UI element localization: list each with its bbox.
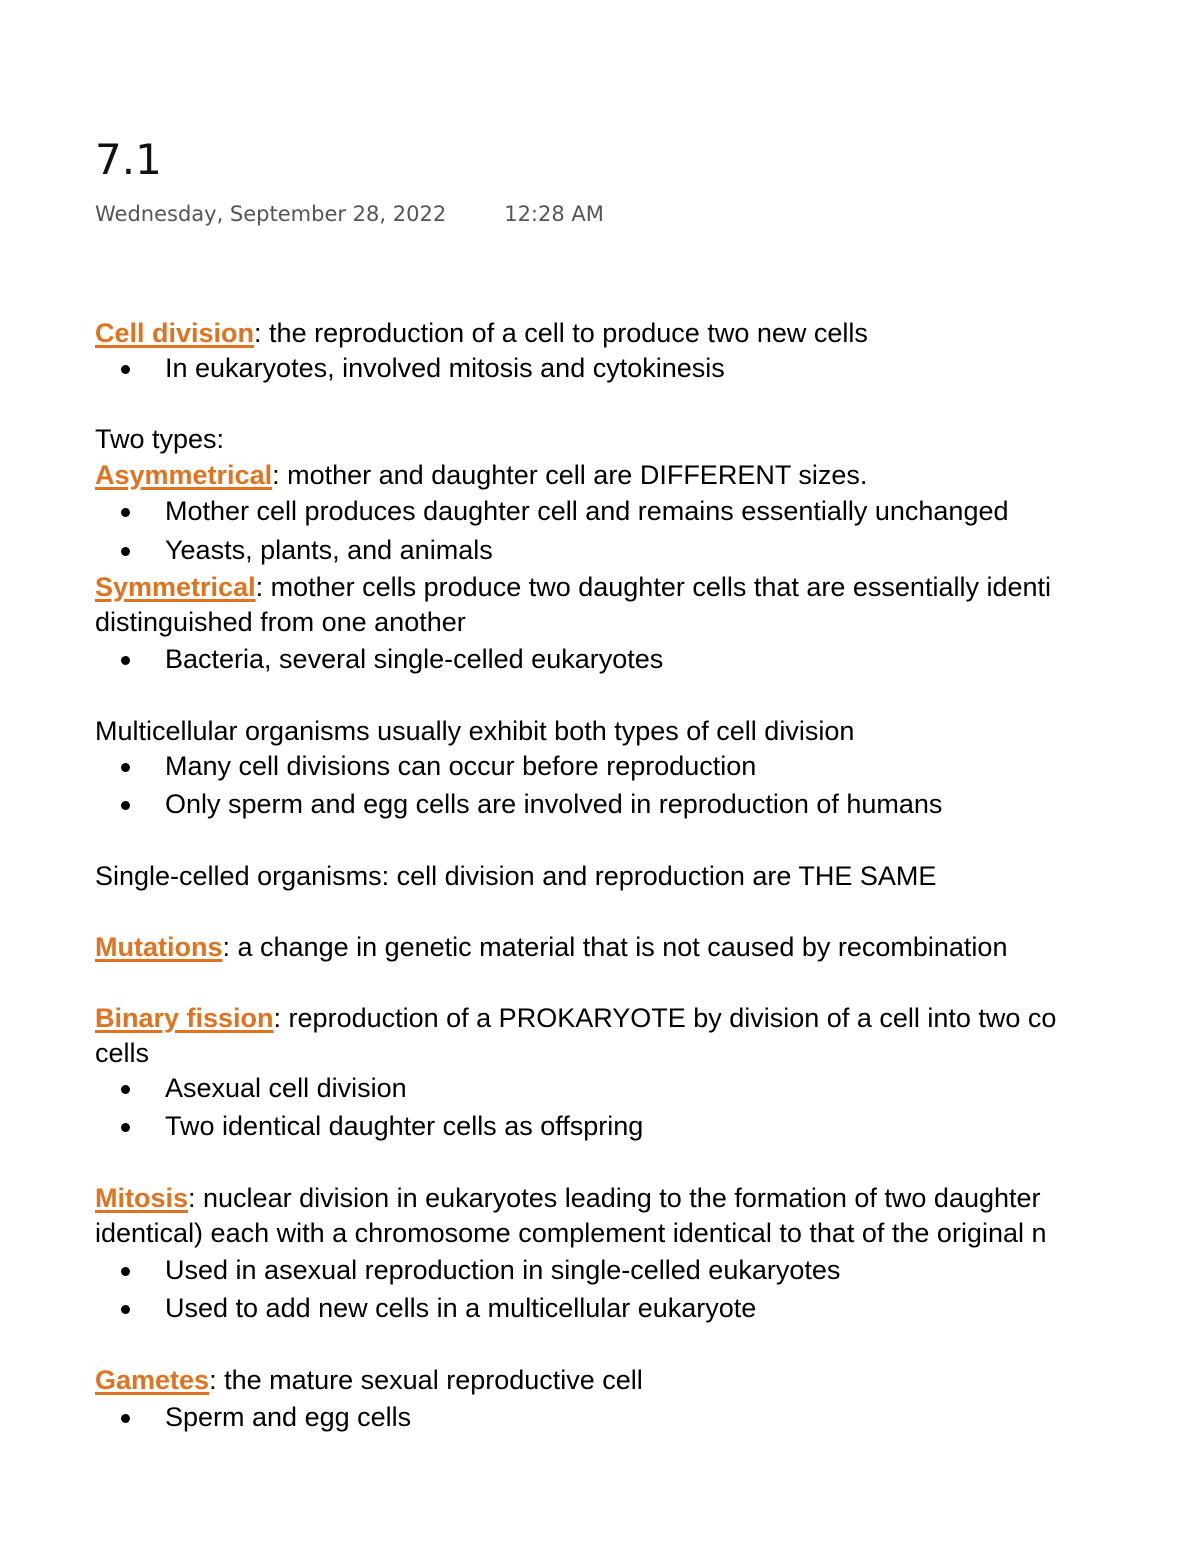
definition-continuation: distinguished from one another (95, 607, 466, 637)
list-item: Yeasts, plants, and animals (165, 532, 493, 568)
definition-continuation: identical) each with a chromosome complement identical to that of the original n (95, 1218, 1047, 1248)
term-mitosis: Mitosis (95, 1183, 189, 1213)
list-item: Two identical daughter cells as offspring (165, 1108, 643, 1144)
list-item: Asexual cell division (165, 1070, 407, 1106)
list-item: In eukaryotes, involved mitosis and cytokinesis (165, 350, 725, 386)
term-gametes: Gametes (95, 1365, 210, 1395)
page-timestamp (95, 200, 604, 228)
list-item: Mother cell produces daughter cell and remains essentially unchanged (165, 493, 1009, 529)
definition-mitosis (95, 1180, 1041, 1216)
list-item: Used to add new cells in a multicellular eukaryote (165, 1290, 756, 1326)
list-item: Sperm and egg cells (165, 1399, 411, 1435)
list-item: Bacteria, several single-celled eukaryotes (165, 641, 663, 677)
list-item: Only sperm and egg cells are involved in reproduction of humans (165, 786, 942, 822)
definition-gametes (95, 1362, 643, 1398)
multicellular-text: Multicellular organisms usually exhibit both types of cell division (95, 716, 855, 746)
list-item: Many cell divisions can occur before reproduction (165, 748, 756, 784)
term-binary-fission: Binary fission (95, 1003, 274, 1033)
list-item: Used in asexual reproduction in single-celled eukaryotes (165, 1252, 840, 1288)
definition-text: : the mature sexual reproductive cell (209, 1365, 643, 1395)
definition-text: : nuclear division in eukaryotes leading to the formation of two daughter (188, 1183, 1041, 1213)
single-celled-text: Single-celled organisms: cell division and reproduction are THE SAME (95, 861, 937, 891)
definition-text: : the reproduction of a cell to produce two new cells (254, 318, 868, 348)
definition-mutations (95, 929, 1007, 965)
definition-text: : a change in genetic material that is not caused by recombination (222, 932, 1008, 962)
definition-text: : mother cells produce two daughter cells that are essentially identi (255, 572, 1052, 602)
page-title: 7.1 (95, 135, 162, 184)
definition-asymmetrical (95, 457, 867, 493)
term-asymmetrical: Asymmetrical (95, 460, 273, 490)
definition-text: : reproduction of a PROKARYOTE by division of a cell into two co (273, 1003, 1057, 1033)
term-cell-division: Cell division (95, 318, 255, 348)
two-types-heading: Two types: (95, 424, 225, 454)
definition-symmetrical (95, 569, 1051, 605)
definition-binary-fission (95, 1000, 1056, 1036)
definition-continuation: cells (95, 1038, 150, 1068)
term-symmetrical: Symmetrical (95, 572, 256, 602)
definition-cell-division (95, 315, 868, 351)
page-date: Wednesday, September 28, 2022 (95, 202, 447, 226)
definition-text: : mother and daughter cell are DIFFERENT sizes. (272, 460, 868, 490)
page-time: 12:28 AM (504, 202, 604, 226)
term-mutations: Mutations (95, 932, 223, 962)
